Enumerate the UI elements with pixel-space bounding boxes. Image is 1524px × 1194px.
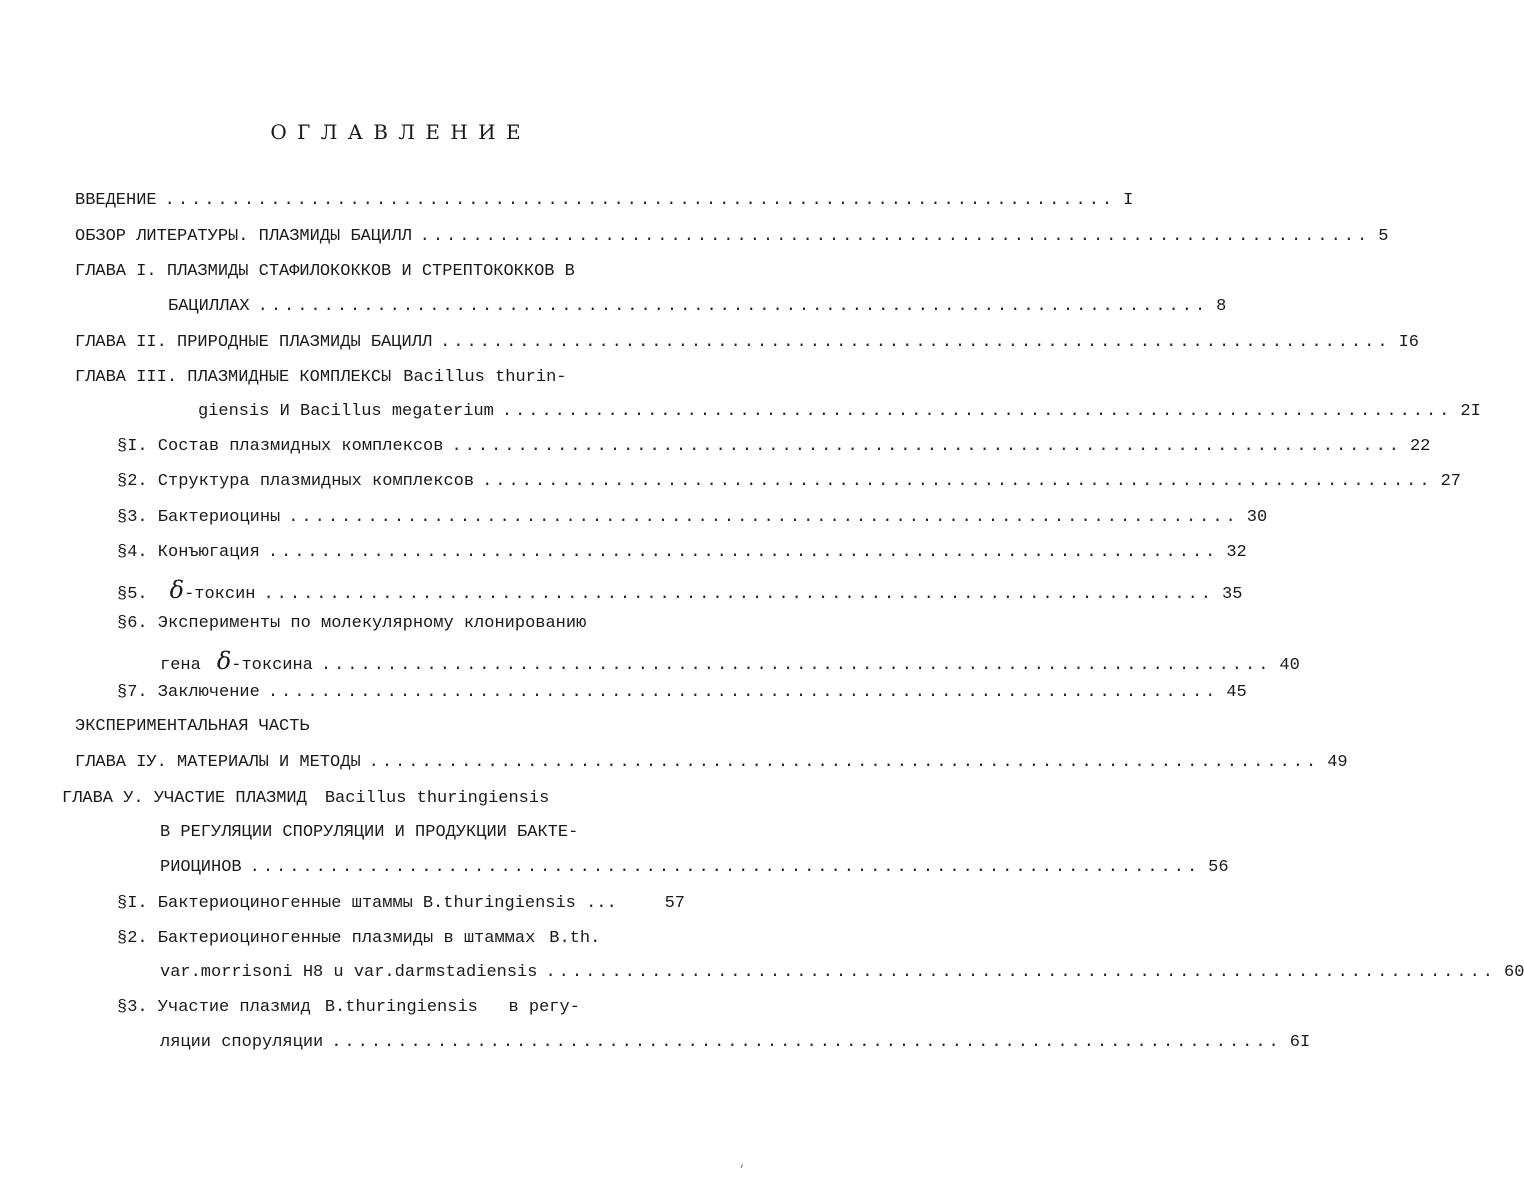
- toc-entry-text: ГЛАВА I. ПЛАЗМИДЫ СТАФИЛОКОККОВ И СТРЕПТОКОККОВ В: [75, 262, 575, 281]
- toc-entry: [117, 508, 1268, 532]
- leader-dots: ........................................................................: [451, 437, 1402, 456]
- toc-page-number: 45: [1226, 683, 1247, 702]
- leader-dots: ........................................................................: [267, 683, 1219, 702]
- toc-entry: [75, 753, 1348, 777]
- toc-entry: [117, 437, 1431, 461]
- toc-entry-text: §3. Бактериоцины: [117, 508, 281, 527]
- toc-page-number: 32: [1226, 543, 1247, 562]
- toc-entry: [117, 543, 1247, 567]
- toc-page-number: 35: [1222, 585, 1243, 604]
- toc-entry-text-b: -токсин: [184, 585, 256, 604]
- toc-entry: [117, 614, 687, 638]
- leader-dots: ........................................................................: [249, 858, 1201, 877]
- toc-entry: [75, 368, 685, 392]
- toc-entry: [160, 858, 1229, 882]
- toc-page-number: 56: [1208, 858, 1229, 877]
- leader-dots: ........................................................................: [164, 191, 1116, 210]
- toc-entry: [198, 402, 1481, 426]
- toc-entry-latin: B.thuringiensis ...: [422, 894, 617, 913]
- toc-entry: [160, 1033, 1311, 1057]
- toc-page-number: 8: [1216, 297, 1227, 316]
- leader-dots: ........................................................................: [320, 656, 1272, 675]
- toc-entry: [117, 472, 1461, 496]
- toc-entry: [117, 576, 1243, 604]
- toc-entry-text: §7. Заключение: [117, 683, 260, 702]
- toc-entry: [160, 647, 1300, 675]
- toc-entry-text: БАЦИЛЛАХ: [168, 297, 250, 316]
- toc-entry: [75, 717, 575, 741]
- toc-page-number: 30: [1246, 508, 1268, 527]
- leader-dots: ........................................................................: [331, 1033, 1282, 1052]
- toc-entry: [75, 333, 1419, 357]
- toc-entry: [117, 894, 685, 918]
- toc-entry: [160, 963, 1524, 987]
- toc-page-number: 40: [1279, 656, 1300, 675]
- toc-entry-text-b: -токсина: [231, 656, 313, 675]
- leader-dots: ........................................................................: [482, 472, 1433, 491]
- leader-dots: ........................................................................: [545, 963, 1496, 982]
- toc-entry-text: §4. Конъюгация: [117, 543, 260, 562]
- toc-entry-text: ГЛАВА У. УЧАСТИЕ ПЛАЗМИД: [62, 789, 307, 808]
- delta-symbol: δ: [169, 576, 185, 604]
- toc-entry-text: §I. Бактериоциногенные штаммы: [117, 894, 413, 913]
- toc-entry-text: giensis И Bacillus megaterium: [198, 402, 494, 421]
- toc-entry: [75, 262, 685, 286]
- toc-entry-text: §2. Структура плазмидных комплексов: [117, 472, 475, 491]
- toc-entry: [75, 191, 1134, 215]
- toc-entry-text: В РЕГУЛЯЦИИ СПОРУЛЯЦИИ И ПРОДУКЦИИ БАКТЕ-: [160, 823, 579, 842]
- leader-dots: ........................................................................: [267, 543, 1219, 562]
- leader-dots: ........................................................................: [501, 402, 1453, 421]
- toc-page-number: 57: [664, 894, 685, 913]
- toc-page-number: 60: [1504, 963, 1524, 982]
- toc-entry: [62, 789, 662, 813]
- toc-page-number: 27: [1440, 472, 1461, 491]
- leader-dots: ........................................................................: [440, 333, 1391, 352]
- toc-page-number: 5: [1378, 227, 1389, 246]
- toc-entry-latin: B.thuringiensis в регу-: [324, 998, 580, 1017]
- leader-dots: ........................................................................: [263, 585, 1215, 604]
- page-title: О Г Л А В Л Е Н И Е: [270, 120, 523, 144]
- toc-page-number: 6I: [1289, 1033, 1311, 1052]
- toc-page-number: 2I: [1460, 402, 1481, 421]
- toc-page-number: I6: [1398, 333, 1419, 352]
- toc-entry-text: var.morrisoni H8 u var.darmstadiensis: [160, 963, 538, 982]
- toc-entry-text: ГЛАВА IУ. МАТЕРИАЛЫ И МЕТОДЫ: [75, 753, 361, 772]
- toc-entry-latin: Bacillus thuringiensis: [324, 789, 550, 808]
- toc-entry: [117, 683, 1247, 707]
- toc-entry: [117, 929, 657, 953]
- toc-entry: [168, 297, 1227, 321]
- leader-dots: ........................................................................: [288, 508, 1239, 527]
- toc-entry-latin: B.th.: [549, 929, 601, 948]
- toc-entry-text: гена: [160, 656, 201, 675]
- toc-entry-text: РИОЦИНОВ: [160, 858, 242, 877]
- leader-dots: ........................................................................: [257, 297, 1209, 316]
- toc-entry: [160, 823, 680, 847]
- leader-dots: ........................................................................: [368, 753, 1320, 772]
- toc-entry-text: §6. Эксперименты по молекулярному клонированию: [117, 614, 587, 633]
- toc-entry: [75, 227, 1389, 251]
- toc-entry-text: ВВЕДЕНИЕ: [75, 191, 157, 210]
- toc-entry-text: ляции споруляции: [160, 1033, 324, 1052]
- toc-page-number: 49: [1327, 753, 1348, 772]
- toc-entry-text: ОБЗОР ЛИТЕРАТУРЫ. ПЛАЗМИДЫ БАЦИЛЛ: [75, 227, 412, 246]
- toc-entry-text: ЭКСПЕРИМЕНТАЛЬНАЯ ЧАСТЬ: [75, 717, 310, 736]
- scan-mark: ‘: [738, 1163, 746, 1177]
- toc-entry: [117, 998, 637, 1022]
- toc-entry-text: ГЛАВА II. ПРИРОДНЫЕ ПЛАЗМИДЫ БАЦИЛЛ: [75, 333, 433, 352]
- toc-entry-text: §5.: [117, 585, 148, 604]
- toc-page-number: 22: [1409, 437, 1431, 456]
- delta-symbol: δ: [216, 647, 232, 675]
- toc-entry-text: §2. Бактериоциногенные плазмиды в штаммах: [117, 929, 536, 948]
- toc-page-number: I: [1123, 191, 1134, 210]
- toc-entry-text: ГЛАВА III. ПЛАЗМИДНЫЕ КОМПЛЕКСЫ: [75, 368, 392, 387]
- toc-entry-text: §3. Участие плазмид: [117, 998, 311, 1017]
- toc-entry-latin: Bacillus thurin-: [403, 368, 567, 387]
- toc-entry-text: §I. Состав плазмидных комплексов: [117, 437, 444, 456]
- leader-dots: ........................................................................: [419, 227, 1371, 246]
